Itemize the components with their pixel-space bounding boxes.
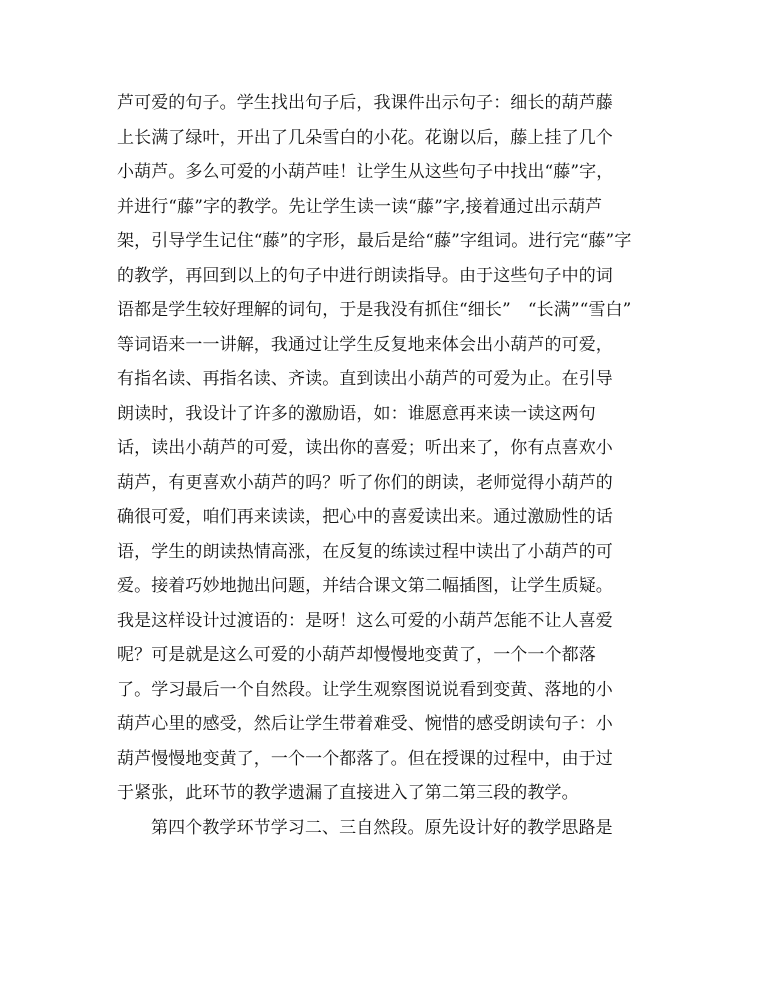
text-line: 的教学，再回到以上的句子中进行朗读指导。由于这些句子中的词: [117, 265, 613, 286]
text-line: 小葫芦。多么可爱的小葫芦哇！让学生从这些句子中找出“藤”字，: [117, 162, 614, 182]
text-line: 话，读出小葫芦的可爱，读出你的喜爱；听出来了，你有点喜欢小: [117, 438, 613, 458]
text-line: 葫芦慢慢地变黄了，一个一个都落了。但在授课的过程中，由于过: [117, 748, 613, 769]
text-line: 有指名读、再指名读、齐读。直到读出小葫芦的可爱为止。在引导: [117, 369, 613, 389]
text-line: 我是这样设计过渡语的：是呀！这么可爱的小葫芦怎能不让人喜爱: [117, 610, 613, 631]
text-line: 了。学习最后一个自然段。让学生观察图说说看到变黄、落地的小: [117, 679, 613, 700]
text-line: 朗读时，我设计了许多的激励语，如：谁愿意再来读一读这两句: [117, 403, 596, 424]
text-line: 葫芦心里的感受，然后让学生带着难受、惋惜的感受朗读句子：小: [117, 714, 613, 734]
body-text: [117, 86, 657, 845]
text-line: 架，引导学生记住“藤”的字形，最后是给“藤”字组词。进行完“藤”字: [117, 231, 632, 251]
text-line: 语都是学生较好理解的词句，于是我没有抓住“细长” “长满”“雪白”: [117, 300, 632, 320]
text-line: 并进行“藤”字的教学。先让学生读一读“藤”字,接着通过出示葫芦: [117, 196, 603, 217]
text-line: 上长满了绿叶，开出了几朵雪白的小花。花谢以后，藤上挂了几个: [117, 127, 613, 148]
text-line: 等词语来一一讲解，我通过让学生反复地来体会出小葫芦的可爱，: [117, 334, 613, 355]
text-line: 爱。接着巧妙地抛出问题，并结合课文第二幅插图，让学生质疑。: [117, 576, 613, 596]
text-line: 呢？可是就是这么可爱的小葫芦却慢慢地变黄了，一个一个都落: [117, 645, 596, 665]
text-line: 确很可爱，咱们再来读读，把心中的喜爱读出来。通过激励性的话: [117, 507, 613, 527]
text-line: 于紧张，此环节的教学遗漏了直接进入了第二第三段的教学。: [117, 783, 579, 803]
text-line: 葫芦，有更喜欢小葫芦的吗？听了你们的朗读，老师觉得小葫芦的: [117, 472, 613, 493]
text-line: 语，学生的朗读热情高涨，在反复的练读过程中读出了小葫芦的可: [117, 541, 613, 562]
paragraph-start-line: 第四个教学环节学习二、三自然段。原先设计好的教学思路是: [151, 817, 613, 838]
text-line: 芦可爱的句子。学生找出句子后，我课件出示句子：细长的葫芦藤: [117, 93, 613, 113]
